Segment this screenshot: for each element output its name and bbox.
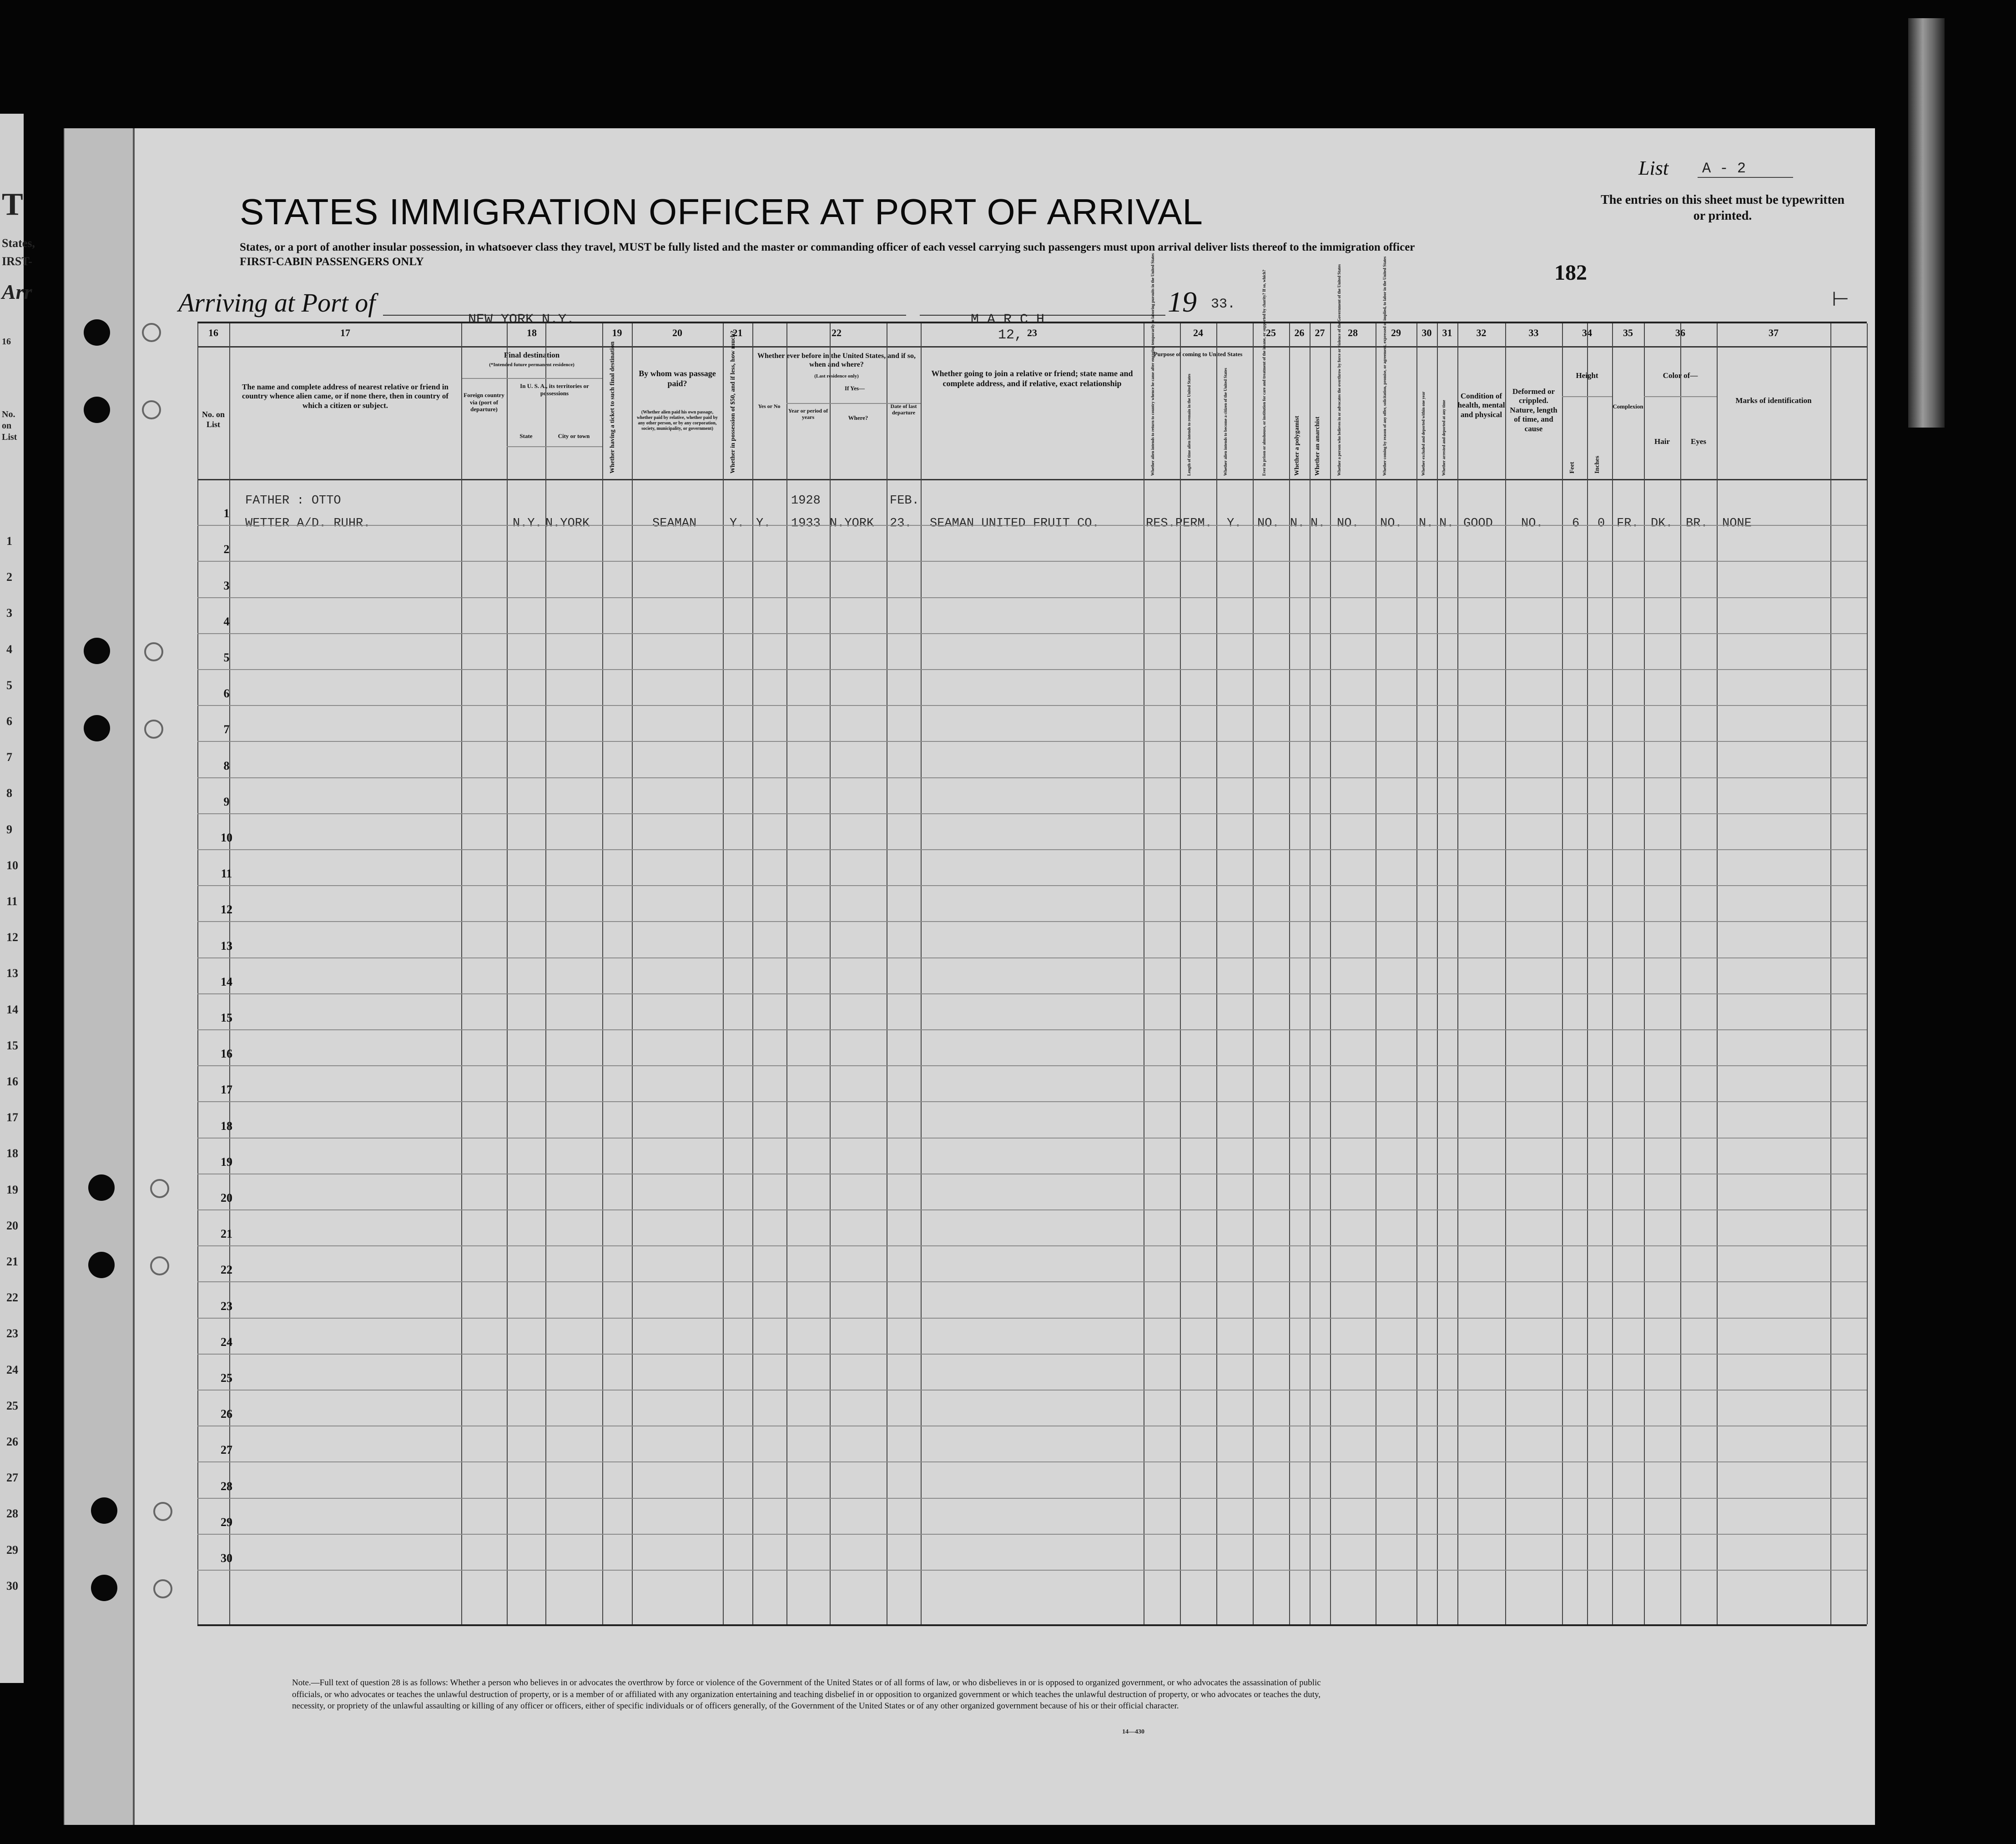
header-yes-no: Yes or No: [758, 403, 781, 409]
row-rule: [197, 849, 1867, 850]
row-rule: [197, 921, 1867, 922]
page-subtitle: States, or a port of another insular possession, in whatsoever class they travel, MUST be fully listed and the master or commanding officer of each vessel carrying such passengers must upon arrival deliver lists thereof to the immigration officer: [240, 241, 1415, 253]
ring-mark: [142, 400, 161, 419]
column-rule: [1457, 323, 1458, 1624]
row-rule: [197, 1101, 1867, 1102]
adjacent-text: List: [2, 432, 17, 442]
header-subrule: [786, 403, 921, 404]
column-rule: [1587, 323, 1588, 1624]
adjacent-text: 16: [2, 337, 11, 347]
adjacent-row-number: 6: [6, 715, 12, 728]
adjacent-text: on: [2, 421, 12, 431]
colnum-29: 29: [1391, 327, 1401, 338]
row-rule: [197, 1281, 1867, 1282]
header-state: State: [519, 433, 533, 439]
ring-mark: [142, 323, 161, 342]
row-number: 28: [221, 1479, 232, 1493]
row-rule: [197, 669, 1867, 670]
header-subrule: [507, 446, 602, 447]
row-number: 1: [223, 507, 230, 520]
row-number: 5: [223, 651, 230, 664]
column-rule: [1180, 323, 1181, 1624]
row-rule: [197, 1245, 1867, 1246]
header-purpose: Purpose of coming to United States: [1154, 351, 1243, 358]
column-rule: [197, 323, 198, 1624]
row-rule: [197, 525, 1867, 526]
adjacent-row-number: 24: [6, 1363, 18, 1376]
row-number: 11: [221, 867, 232, 881]
column-rule: [1830, 323, 1831, 1624]
feet-value: 6: [1572, 517, 1580, 530]
ring-mark: [150, 1179, 169, 1198]
row-number: 17: [221, 1083, 232, 1097]
typewritten-notice: The entries on this sheet must be typewritten or printed.: [1601, 193, 1845, 223]
adjacent-row-number: 23: [6, 1327, 18, 1340]
colnum-28: 28: [1348, 327, 1358, 338]
adjacent-row-number: 4: [6, 642, 12, 656]
column-rule: [461, 323, 462, 1624]
row-number: 8: [223, 759, 230, 772]
row-rule: [197, 957, 1867, 958]
year-line-1: 1928: [791, 494, 821, 508]
column-rule: [1216, 323, 1217, 1624]
header-ticket: Whether having a ticket to such final destination: [609, 341, 616, 474]
where-value: N.YORK: [830, 517, 874, 530]
header-paid-by-sub: (Whether alien paid his own passage, whether paid by relative, whether paid by any other person, or by any corporation, society, municipality, or government): [636, 410, 718, 431]
binding-hole: [84, 397, 110, 423]
inches-value: 0: [1598, 517, 1605, 530]
header-join-relative: Whether going to join a relative or friend; state name and complete address, and if relative, exact relationship: [931, 369, 1133, 388]
relative-line-2: WETTER A/D. RUHR.: [245, 517, 371, 530]
header-feet: Feet: [1569, 462, 1576, 474]
adjacent-text: States,: [2, 237, 35, 250]
health-value: GOOD: [1463, 517, 1493, 530]
adjacent-row-number: 25: [6, 1399, 18, 1412]
row-number: 14: [221, 975, 232, 988]
row-number: 13: [221, 939, 232, 952]
row-rule: [197, 1570, 1867, 1571]
header-arrested: Whether arrested and deported at any time: [1441, 400, 1446, 476]
row-rule: [197, 1498, 1867, 1499]
month-value: M A R C H: [971, 312, 1045, 327]
adjacent-letter: T: [2, 187, 23, 222]
colnum-32: 32: [1476, 327, 1487, 338]
header-subrule: [1562, 396, 1612, 397]
binding-hole: [88, 1252, 115, 1278]
row-rule: [197, 561, 1867, 562]
row-number: 29: [221, 1515, 232, 1529]
row-number: 15: [221, 1011, 232, 1024]
adjacent-row-number: 16: [6, 1075, 18, 1088]
header-money: Whether in possession of $50, and if less, how much?: [730, 330, 736, 474]
adjacent-row-number: 28: [6, 1507, 18, 1521]
destination-city: N.YORK: [545, 517, 590, 530]
header-deformed: Deformed or crippled. Nature, length of time, and cause: [1510, 387, 1557, 433]
overthrow-value: NO.: [1337, 517, 1359, 530]
row-rule: [197, 1461, 1867, 1462]
header-color-of: Color of—: [1663, 371, 1698, 380]
column-rule: [1562, 323, 1563, 1624]
excluded-value: N.: [1419, 517, 1434, 530]
row-number: 2: [223, 543, 230, 556]
header-list-number: No. on List: [202, 410, 225, 429]
adjacent-row-number: 18: [6, 1147, 18, 1160]
adjacent-row-number: 10: [6, 858, 18, 872]
adjacent-row-number: 3: [6, 606, 12, 620]
column-rule: [632, 323, 633, 1624]
destination-state: N.Y.: [513, 517, 542, 530]
page-title: STATES IMMIGRATION OFFICER AT PORT OF ARRIVAL: [240, 191, 1203, 232]
row-rule: [197, 1138, 1867, 1139]
adjacent-text: No.: [2, 409, 15, 419]
eyes-value: BR.: [1686, 517, 1708, 530]
header-city: City or town: [558, 433, 590, 439]
list-value: A - 2: [1698, 160, 1793, 178]
colnum-20: 20: [672, 327, 682, 338]
day-value: 12,: [998, 327, 1023, 343]
row-rule: [197, 597, 1867, 598]
header-marks: Marks of identification: [1735, 396, 1812, 405]
header-nearest-relative: The name and complete address of nearest relative or friend in country whence alien came, or if none there, then in country of which a citizen or subject.: [242, 383, 449, 410]
header-departure-date: Date of last departure: [890, 403, 917, 416]
row-number: 24: [221, 1335, 232, 1349]
adjacent-row-number: 26: [6, 1435, 18, 1448]
year-prefix: 19: [1168, 286, 1197, 318]
colnum-18: 18: [527, 327, 537, 338]
header-prison: Ever in prison or almshouse, or institution for care and treatment of the insane, or supported by charity? If so, which?: [1262, 269, 1266, 476]
row-rule: [197, 1318, 1867, 1319]
relative-line-1: FATHER : OTTO: [245, 494, 341, 508]
header-final-destination: Final destination: [504, 351, 560, 359]
header-eyes: Eyes: [1691, 437, 1706, 446]
adjacent-row-number: 1: [6, 534, 12, 548]
adjacent-page-strip: [0, 114, 35, 1683]
row-rule: [197, 1209, 1867, 1210]
adjacent-page-edge: [1908, 18, 1945, 428]
paid-by-value: SEAMAN: [652, 517, 697, 530]
ring-mark: [150, 1256, 169, 1275]
sheet-number: 182: [1554, 261, 1587, 285]
column-rule: [1330, 323, 1331, 1624]
join-value: SEAMAN UNITED FRUIT CO.: [930, 517, 1099, 530]
column-rule: [1437, 323, 1438, 1624]
header-length-of-stay: Length of time alien intends to remain in the United States: [1187, 373, 1191, 476]
adjacent-row-number: 22: [6, 1291, 18, 1305]
row-number: 25: [221, 1371, 232, 1385]
row-number: 10: [221, 831, 232, 844]
binding-margin: [65, 128, 135, 1825]
polygamist-value: N.: [1290, 517, 1305, 530]
column-rule: [1644, 323, 1645, 1624]
binding-hole: [84, 638, 110, 664]
adjacent-row-number: 30: [6, 1579, 18, 1592]
colnum-21: 21: [732, 327, 743, 338]
header-paid-by: By whom was passage paid?: [639, 369, 716, 388]
ring-mark: [153, 1579, 172, 1598]
hair-value: DK.: [1651, 517, 1673, 530]
header-foreign-country: Foreign country via (port of departure): [464, 392, 504, 413]
header-anarchist: Whether an anarchist: [1314, 416, 1321, 476]
row-rule: [197, 813, 1867, 814]
row-number: 9: [223, 795, 230, 808]
colnum-16: 16: [208, 327, 218, 338]
header-polygamist: Whether a polygamist: [1294, 416, 1300, 476]
adjacent-row-number: 19: [6, 1183, 18, 1196]
adjacent-row-number: 5: [6, 678, 12, 692]
marks-value: NONE: [1722, 517, 1752, 530]
row-number: 22: [221, 1263, 232, 1277]
port-field: [383, 297, 906, 327]
binding-hole: [91, 1497, 117, 1524]
colnum-24: 24: [1193, 327, 1203, 338]
header-where: Where?: [848, 414, 868, 421]
adjacent-row-number: 17: [6, 1111, 18, 1124]
adjacent-row-number: 15: [6, 1038, 18, 1052]
deformed-value: NO.: [1521, 517, 1543, 530]
row-rule: [197, 633, 1867, 634]
header-year: Year or period of years: [788, 408, 828, 421]
adjacent-row-number: 21: [6, 1255, 18, 1268]
header-complexion: Complexion: [1613, 403, 1643, 410]
row-number: 21: [221, 1227, 232, 1241]
column-rule: [921, 323, 922, 1624]
adjacent-row-number: 8: [6, 786, 12, 800]
header-divider: [197, 346, 1867, 348]
header-overthrow: Whether a person who believes in or advocates the overthrow by force or violence of the Government of the United States: [1337, 264, 1341, 476]
colnum-19: 19: [612, 327, 622, 338]
row-number: 27: [221, 1443, 232, 1457]
header-excluded: Whether excluded and deported within one year: [1421, 391, 1426, 476]
column-rule: [1717, 323, 1718, 1624]
adjacent-row-number: 27: [6, 1471, 18, 1485]
anarchist-value: N.: [1310, 517, 1326, 530]
colnum-30: 30: [1421, 327, 1432, 338]
header-last-residence: (Last residence only): [814, 373, 859, 379]
ring-mark: [153, 1502, 172, 1521]
row-number: 23: [221, 1299, 232, 1313]
column-rule: [723, 323, 724, 1624]
row-rule: [197, 1065, 1867, 1066]
row-number: 18: [221, 1119, 232, 1133]
colnum-34: 34: [1582, 327, 1592, 338]
header-inches: Inches: [1594, 456, 1601, 474]
complexion-value: FR.: [1617, 517, 1639, 530]
header-if-yes: If Yes—: [845, 385, 865, 392]
date-line-2: 23.: [890, 517, 912, 530]
header-citizen-intent: Whether alien intends to become a citizen of the United States: [1223, 368, 1228, 476]
footnote: Note.—Full text of question 28 is as follows: Whether a person who believes in or advocates the overthrow by force or violence of the Government of the United States or of all forms of law, or who disbelieves in or is opposed to organized government, or who advocates the assassination of public officials, or who advocates or teaches the unlawful destruction of property, or is a member of or affiliated with any organization entertaining and teaching disbelief in or opposition to organized government or which teaches the unlawful destruction of property, or who advocates or teaches the duty, necessity, or propriety of the unlawful assaulting or killing of any officer or officers, either of specific individuals or of officers generally, of the Government of the United States or of any other organized government because of his or their official character.: [292, 1678, 1321, 1711]
row-rule: [197, 705, 1867, 706]
header-final-destination-sub: (*Intended future permanent residence): [489, 362, 575, 368]
header-subrule: [462, 378, 602, 379]
year-suffix: 33.: [1211, 297, 1236, 312]
header-health: Condition of health, mental and physical: [1457, 392, 1505, 419]
row-number: 3: [223, 579, 230, 592]
header-before-in-us: Whether ever before in the United States, and if so, when and where?: [757, 352, 916, 369]
column-rule: [830, 323, 831, 1624]
row-number: 30: [221, 1552, 232, 1565]
adjacent-row-number: 14: [6, 1003, 18, 1016]
row-number: 4: [223, 615, 230, 628]
binding-hole: [84, 715, 110, 741]
header-bottom: [197, 479, 1867, 480]
prison-value: NO.: [1257, 517, 1280, 530]
colnum-17: 17: [340, 327, 350, 338]
row-rule: [197, 993, 1867, 994]
column-rule: [1416, 323, 1417, 1624]
row-number: 26: [221, 1407, 232, 1421]
colnum-27: 27: [1315, 327, 1325, 338]
corner-mark: ⊢: [1832, 288, 1850, 310]
row-rule: [197, 1354, 1867, 1355]
row-rule: [197, 741, 1867, 742]
colnum-25: 25: [1266, 327, 1276, 338]
adjacent-row-number: 20: [6, 1219, 18, 1232]
colnum-37: 37: [1769, 327, 1779, 338]
before-in-us-value: Y.: [756, 517, 771, 530]
colnum-36: 36: [1675, 327, 1685, 338]
row-rule: [197, 1534, 1867, 1535]
adjacent-text: IRST-: [2, 255, 32, 268]
form-number: 14—430: [1122, 1728, 1144, 1735]
row-number: 19: [221, 1155, 232, 1169]
colnum-22: 22: [832, 327, 842, 338]
colnum-23: 23: [1027, 327, 1037, 338]
year-line-2: 1933: [791, 517, 821, 530]
row-rule: [197, 1390, 1867, 1391]
header-in-usa: In U. S. A., its territories or possessions: [520, 383, 589, 397]
column-rule: [786, 323, 787, 1624]
contract-value: NO.: [1380, 517, 1402, 530]
ring-mark: [144, 720, 163, 739]
adjacent-row-number: 12: [6, 931, 18, 944]
class-line: FIRST-CABIN PASSENGERS ONLY: [240, 256, 424, 268]
column-rule: [1867, 323, 1868, 1624]
colnum-26: 26: [1294, 327, 1305, 338]
colnum-33: 33: [1528, 327, 1539, 338]
arriving-label: Arriving at Port of: [178, 288, 376, 317]
column-rule: [1680, 323, 1681, 1624]
row-number: 20: [221, 1191, 232, 1204]
column-rule: [752, 323, 753, 1624]
column-rule: [545, 323, 546, 1624]
column-rule: [1253, 323, 1254, 1624]
adjacent-row-number: 11: [6, 895, 18, 908]
citizen-value: Y.: [1227, 517, 1242, 530]
adjacent-text: Arr: [2, 280, 32, 303]
colnum-31: 31: [1442, 327, 1452, 338]
adjacent-row-number: 9: [6, 822, 12, 836]
column-rule: [602, 323, 603, 1624]
adjacent-row-number: 7: [6, 751, 12, 764]
column-rule: [1505, 323, 1506, 1624]
list-label: List: [1638, 157, 1669, 179]
column-rule: [507, 323, 508, 1624]
row-number: 16: [221, 1047, 232, 1061]
row-number: 7: [223, 723, 230, 736]
colnum-35: 35: [1623, 327, 1633, 338]
adjacent-row-number: 2: [6, 570, 12, 584]
date-line-1: FEB.: [890, 494, 919, 508]
adjacent-row-number: 29: [6, 1543, 18, 1557]
header-return-intent: Whether alien intends to return to country whence he came after engaging temporarily in laboring pursuits in the United States: [1150, 253, 1155, 476]
purpose-value: RES.PERM.: [1146, 517, 1212, 530]
header-contract-labor: Whether coming by reason of any offer, solicitation, promise, or agreement, expressed or implied, to labor in the United States: [1382, 256, 1387, 476]
binding-hole: [91, 1575, 117, 1601]
row-number: 12: [221, 903, 232, 917]
binding-hole: [88, 1174, 115, 1201]
port-value: NEW YORK N.Y.: [468, 312, 575, 327]
column-rule: [1289, 323, 1290, 1624]
header-subrule: [1644, 396, 1717, 397]
arrested-value: N.: [1439, 517, 1454, 530]
row-number: 6: [223, 687, 230, 700]
money-value: Y.: [730, 517, 745, 530]
manifest-sheet: [64, 128, 1875, 1825]
row-rule: [197, 885, 1867, 886]
adjacent-row-number: 13: [6, 967, 18, 980]
header-hair: Hair: [1654, 437, 1670, 446]
row-rule: [197, 777, 1867, 778]
ring-mark: [144, 642, 163, 661]
column-rule: [1612, 323, 1613, 1624]
binding-hole: [84, 319, 110, 346]
row-rule: [197, 1029, 1867, 1030]
header-height: Height: [1576, 371, 1598, 380]
